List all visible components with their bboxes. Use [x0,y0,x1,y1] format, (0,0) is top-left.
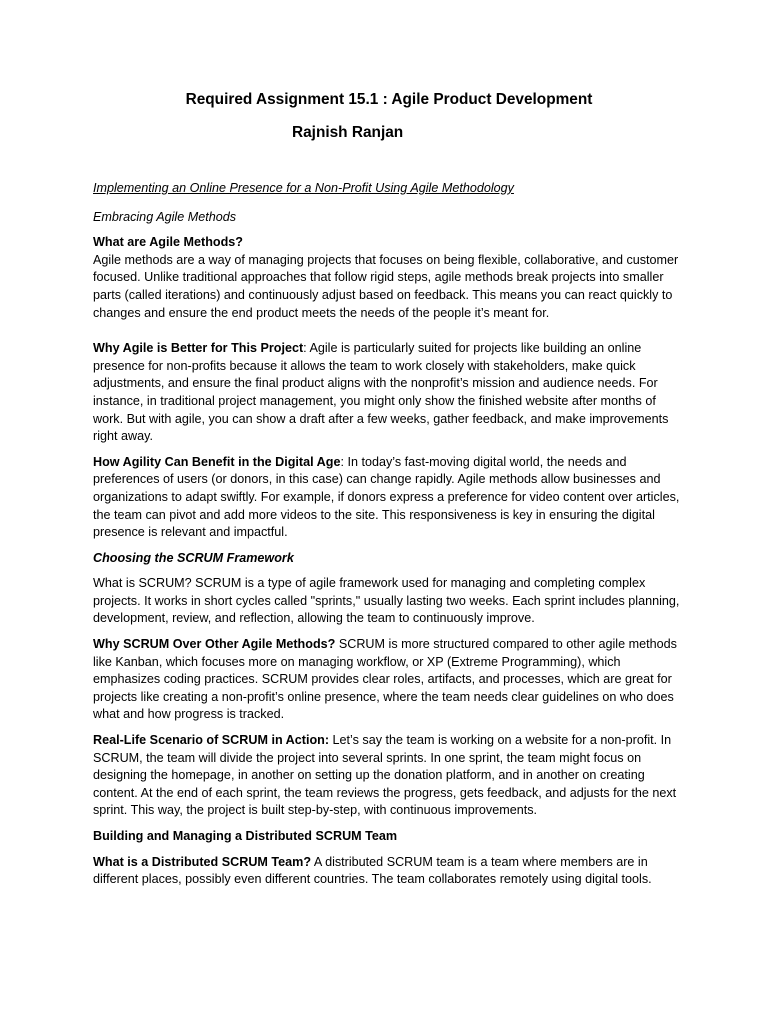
paragraph-why-scrum [93,636,683,724]
paragraph-body: SCRUM is more structured compared to other agile methods like Kanban, which focuses more on managing workflow, or XP (Extreme Programming), which emphasizes coding practices. SCRUM provides clear roles, artifacts, and processes, which are great for projects like creating a non-profit’s online presence, where the team needs clear guidelines on who does what and how progress is tracked. [93,637,677,722]
question-heading: Why SCRUM Over Other Agile Methods? [93,637,336,652]
document-title: Required Assignment 15.1 : Agile Product Development [185,91,593,108]
paragraph-scrum-scenario [93,732,683,820]
paragraph-why-agile-better [93,340,683,446]
question-heading: How Agility Can Benefit in the Digital Age [93,454,341,469]
paragraph-body: : Agile is particularly suited for projects like building an online presence for non-profits because it allows the team to work closely with stakeholders, make quick adjustments, and ensure the final product aligns with the nonprofit’s mission and audience needs. For instance, in traditional project management, you might only show the finished website after months of work. But with agile, you can show a draft after a few weeks, gather feedback, and make improvements right away. [93,341,669,444]
paragraph-agility-digital-age [93,454,683,542]
paragraph-body: Agile methods are a way of managing projects that focuses on being flexible, collaborative, and customer focused. Unlike traditional approaches that follow rigid steps, agile methods break projects into smaller parts (called iterations) and continuously adjust based on feedback. This means you can react quickly to changes and ensure the end product meets the needs of the people it’s meant for. [93,252,679,320]
paragraph-body: : In today’s fast-moving digital world, the needs and preferences of users (or donors, in this case) can change rapidly. Agile methods allow businesses and organizations to adapt swiftly. For example, if donors express a preference for video content over articles, the team can pivot and add more videos to the site. This responsiveness is key in ensuring the digital presence is relevant and impactful. [93,454,680,540]
document-page [93,84,683,889]
question-heading: What is a Distributed SCRUM Team? [93,854,312,869]
paragraph-body: Let’s say the team is working on a website for a non-profit. In SCRUM, the team will divide the project into several sprints. In one sprint, the team might focus on designing the homepage, in another on setting up the donation platform, and in another on creating content. At the end of each sprint, the team reviews the progress, gets feedback, and adjusts for the next sprint. This way, the project is built step-by-step, with continuous improvements. [93,733,677,818]
question-heading: Why Agile is Better for This Project [93,341,304,356]
section-heading-choosing-scrum: Choosing the SCRUM Framework [93,550,294,565]
paragraph-what-is-scrum: What is SCRUM? SCRUM is a type of agile framework used for managing and completing complex projects. It works in short cycles called "sprints," usually lasting two weeks. Each sprint includes planning, development, review, and reflection, allowing the team to continuously improve. [93,576,680,626]
question-heading: Real-Life Scenario of SCRUM in Action: [93,733,330,748]
document-author: Rajnish Ranjan [292,124,404,141]
question-heading: What are Agile Methods? [93,235,243,250]
document-subtitle: Implementing an Online Presence for a Non-Profit Using Agile Methodology [93,181,514,195]
paragraph-what-are-agile [93,234,683,322]
section-heading-distributed-team: Building and Managing a Distributed SCRUM Team [93,829,398,843]
paragraph-body: A distributed SCRUM team is a team where members are in different places, possibly even different countries. The team collaborates remotely using digital tools. [93,854,652,887]
paragraph-distributed-team [93,854,683,889]
section-heading-embracing-agile: Embracing Agile Methods [93,209,237,224]
